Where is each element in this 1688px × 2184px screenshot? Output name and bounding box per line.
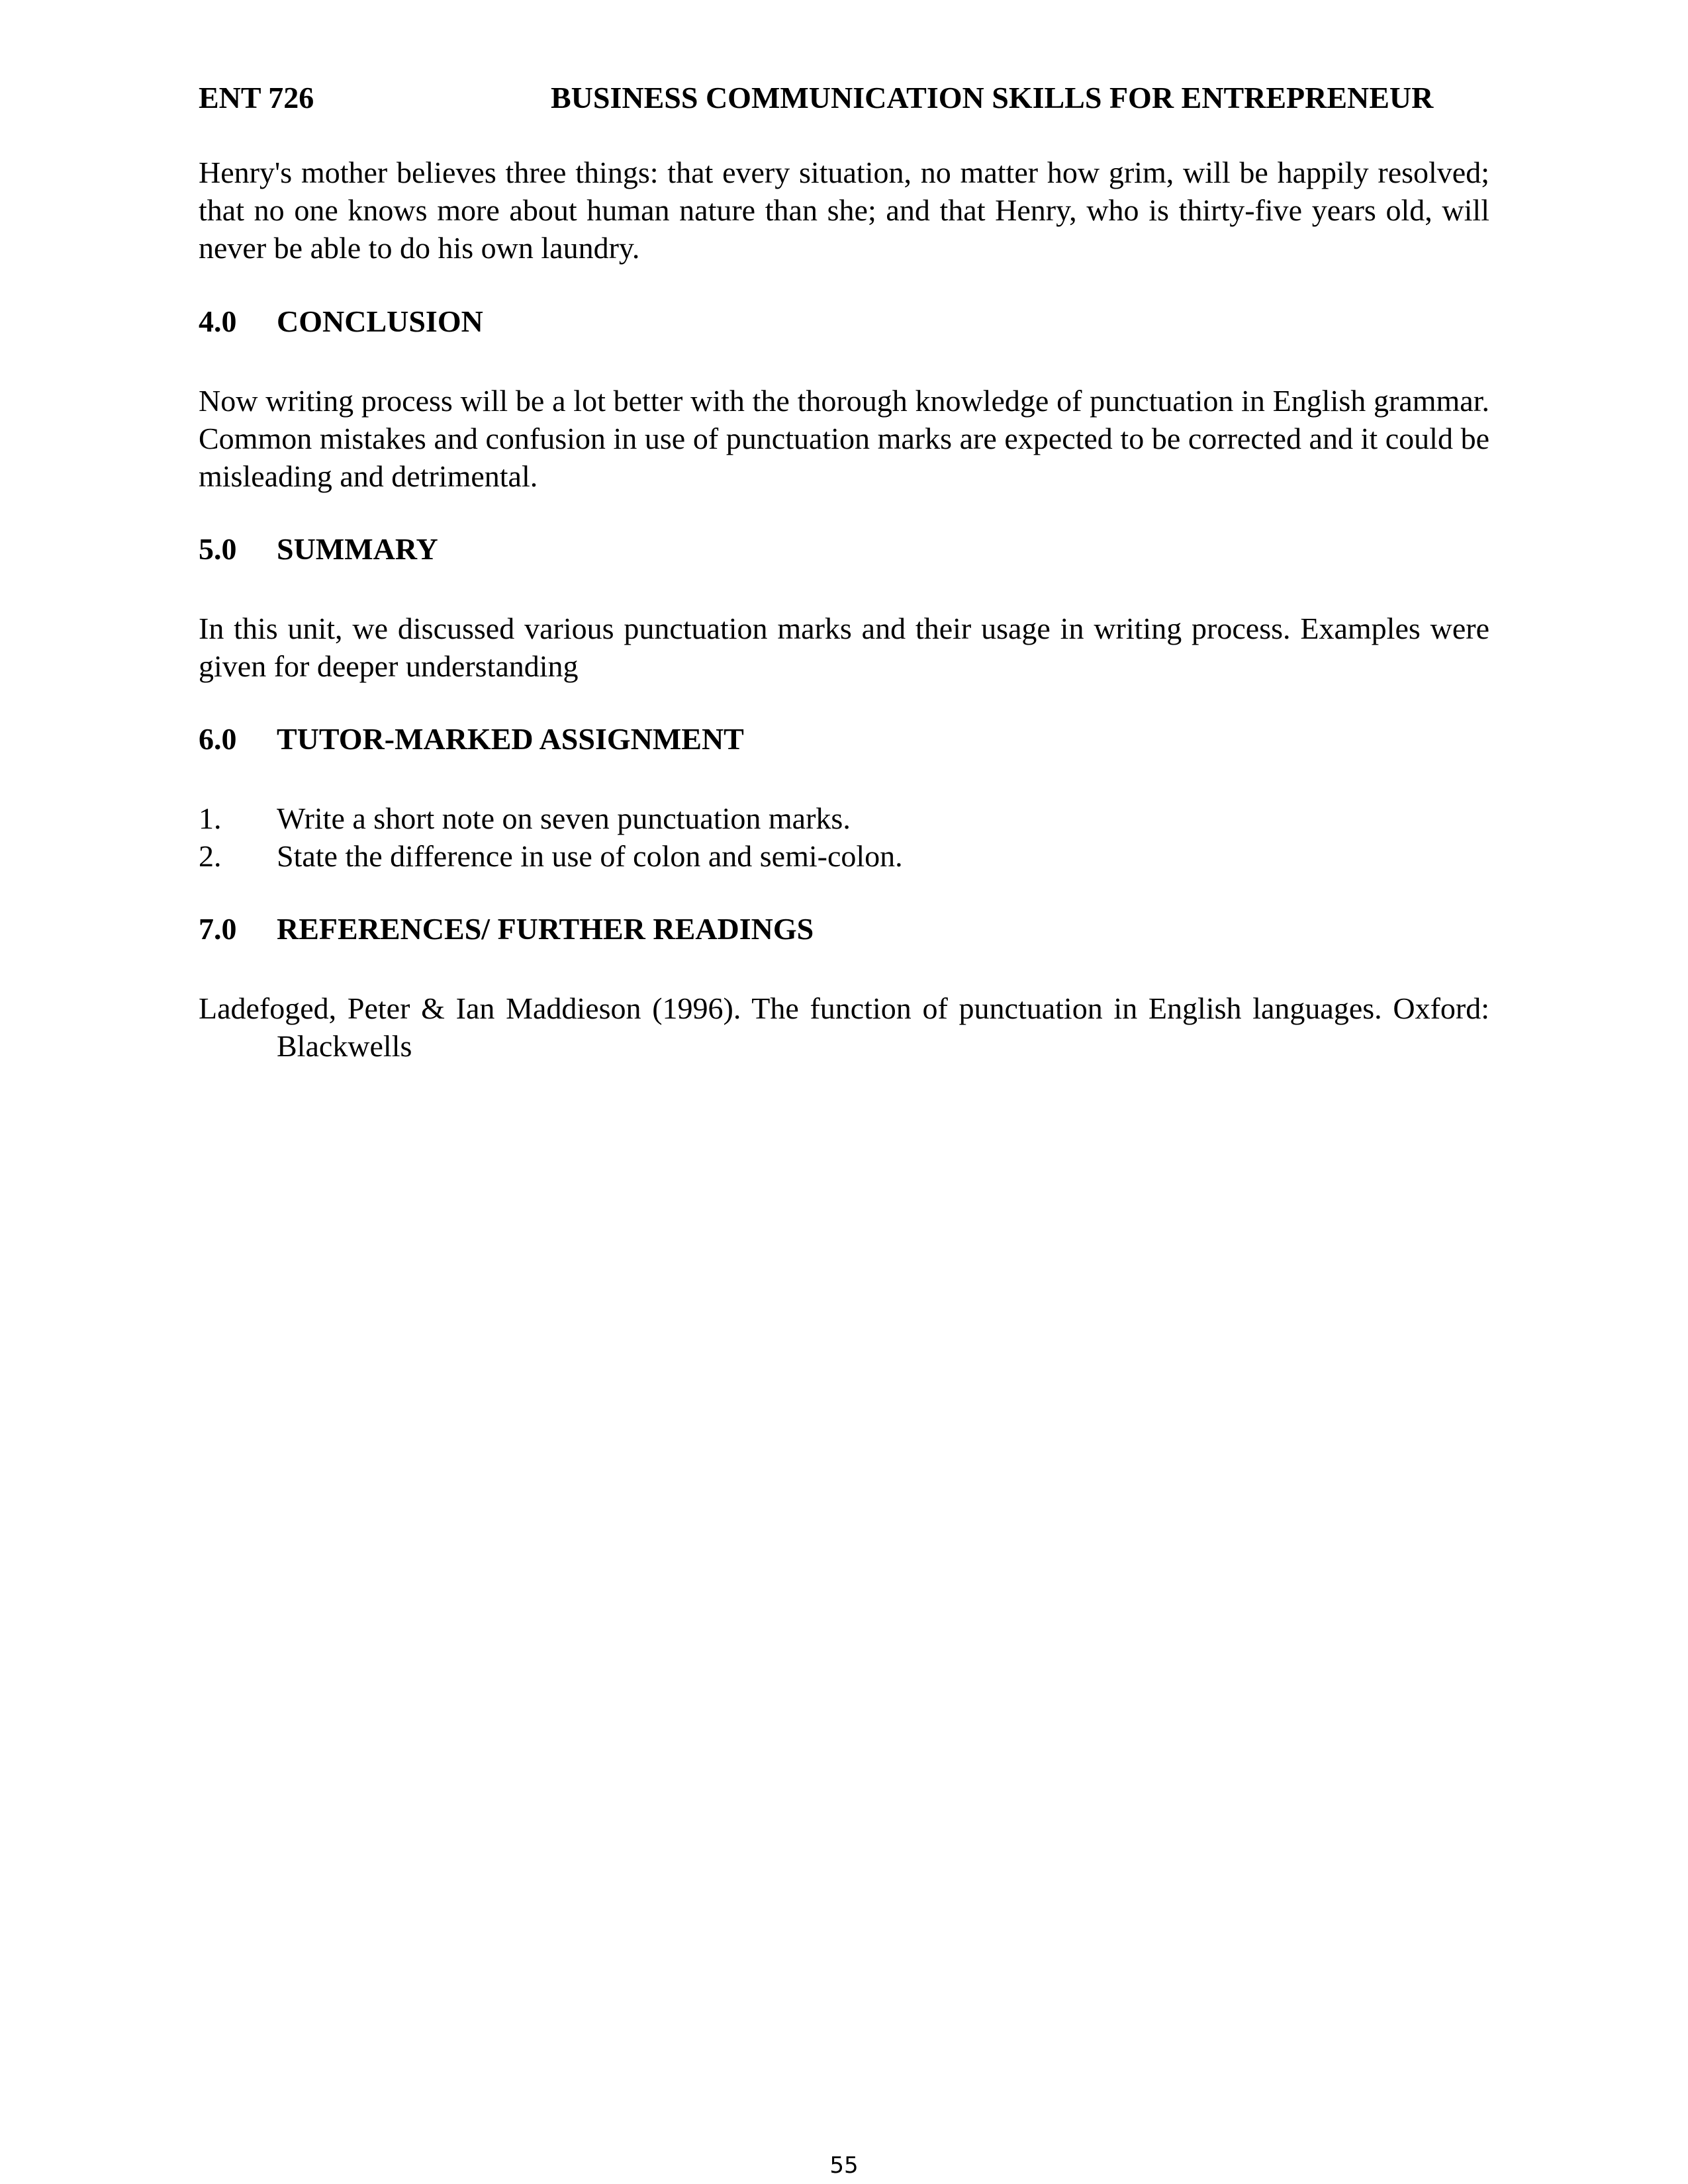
conclusion-number: 4.0	[199, 304, 237, 338]
references-heading	[199, 909, 1489, 949]
conclusion-heading	[199, 302, 1489, 341]
running-header	[199, 78, 1489, 118]
summary-number: 5.0	[199, 532, 237, 566]
assignment-heading	[199, 719, 1489, 759]
assignment-title: TUTOR-MARKED ASSIGNMENT	[277, 722, 744, 756]
list-item	[199, 837, 1489, 875]
list-item-number: 1.	[199, 801, 222, 835]
list-item	[199, 799, 1489, 837]
reference-entry: Ladefoged, Peter & Ian Maddieson (1996). The function of punctuation in English languages. Oxford: Blackwells	[199, 991, 1489, 1063]
document-page	[199, 0, 1489, 2184]
intro-paragraph: Henry's mother believes three things: that every situation, no matter how grim, will be happily resolved; that no one knows more about human nature than she; and that Henry, who is thirty-five years old, will never be able to do his own laundry.	[199, 156, 1489, 265]
summary-title: SUMMARY	[277, 532, 438, 566]
assignment-list	[199, 799, 1489, 875]
references-number: 7.0	[199, 912, 237, 946]
page-number: 55	[829, 2152, 859, 2179]
course-code: ENT 726	[199, 81, 314, 114]
summary-heading	[199, 529, 1489, 569]
list-item-number: 2.	[199, 839, 222, 873]
list-item-text: Write a short note on seven punctuation marks.	[277, 801, 851, 835]
summary-paragraph: In this unit, we discussed various punctuation marks and their usage in writing process. Examples were given for deeper understanding	[199, 612, 1489, 683]
conclusion-title: CONCLUSION	[277, 304, 483, 338]
references-title: REFERENCES/ FURTHER READINGS	[277, 912, 814, 946]
assignment-number: 6.0	[199, 722, 237, 756]
list-item-text: State the difference in use of colon and semi-colon.	[277, 839, 903, 873]
course-title: BUSINESS COMMUNICATION SKILLS FOR ENTREPRENEUR	[551, 81, 1434, 114]
conclusion-paragraph: Now writing process will be a lot better with the thorough knowledge of punctuation in English grammar. Common mistakes and confusion in use of punctuation marks are expected to be corrected and it could be misleading and detrimental.	[199, 384, 1489, 493]
